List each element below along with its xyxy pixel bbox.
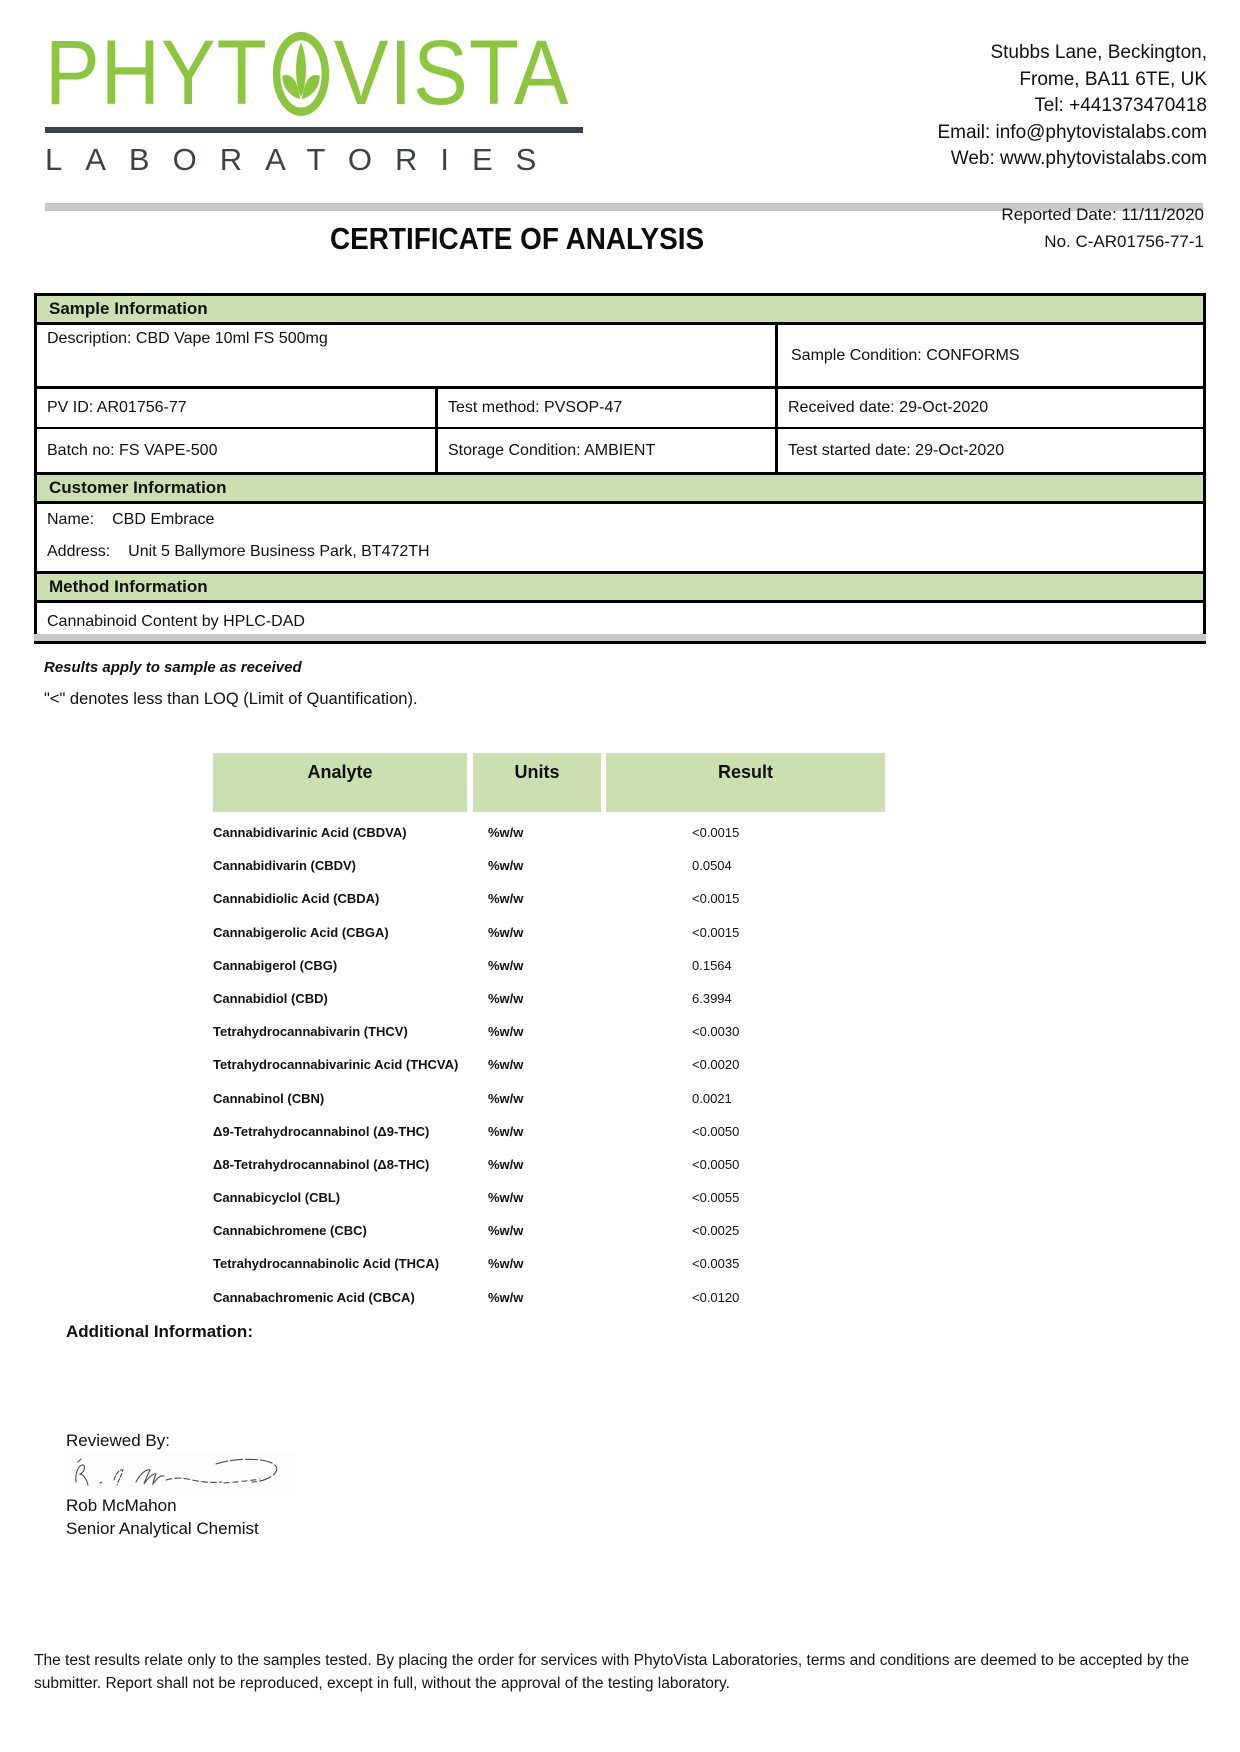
sample-ids-row <box>37 389 1203 429</box>
logo-subtitle: LABORATORIES <box>45 142 560 177</box>
analyte-units: %w/w <box>488 990 524 1006</box>
analyte-name: Cannabidiol (CBD) <box>213 990 328 1006</box>
analyte-units: %w/w <box>488 1190 524 1206</box>
analyte-result: <0.0025 <box>692 1223 740 1239</box>
logo-wordmark <box>45 22 590 125</box>
customer-name-label: Name: <box>47 511 95 528</box>
information-table <box>34 293 1206 644</box>
contact-web: Web: www.phytovistalabs.com <box>950 148 1207 169</box>
column-header-analyte: Analyte <box>213 753 467 812</box>
analyte-units: %w/w <box>488 1057 524 1073</box>
section-divider <box>34 634 1206 641</box>
analyte-result: <0.0120 <box>692 1289 740 1305</box>
analyte-result: <0.0050 <box>692 1123 740 1139</box>
results-table-row <box>213 1253 893 1286</box>
report-number: No. C-AR01756-77-1 <box>1044 232 1204 251</box>
analyte-result: <0.0050 <box>692 1156 740 1172</box>
pv-id: PV ID: AR01756-77 <box>37 389 438 427</box>
analyte-units: %w/w <box>488 924 524 940</box>
storage-condition: Storage Condition: AMBIENT <box>438 429 778 472</box>
test-method: Test method: PVSOP-47 <box>438 389 778 427</box>
lab-contact-block <box>937 40 1207 173</box>
results-table-row <box>213 822 893 855</box>
footer-disclaimer: The test results relate only to the samples tested. By placing the order for services with PhytoVista Laboratories, terms and conditions are deemed to be accepted by the submitter. Report shall not be reproduced, except in full, without the approval of the testing laboratory. <box>34 1652 1190 1692</box>
analyte-result: <0.0015 <box>692 825 740 840</box>
loq-note: "<" denotes less than LOQ (Limit of Quantification). <box>44 690 418 708</box>
analyte-units: %w/w <box>488 1223 524 1239</box>
section-header-method-information: Method Information <box>37 574 1203 603</box>
customer-name-line <box>47 511 1193 529</box>
contact-address-line2: Frome, BA11 6TE, UK <box>1019 68 1207 90</box>
contact-address-line1: Stubbs Lane, Beckington, <box>990 42 1207 63</box>
sample-description: Description: CBD Vape 10ml FS 500mg <box>37 325 778 386</box>
analyte-name: Tetrahydrocannabivarinic Acid (THCVA) <box>213 1057 459 1073</box>
logo-divider <box>45 127 583 133</box>
reviewer-name: Rob McMahon <box>66 1496 177 1515</box>
results-table-row <box>213 1088 893 1121</box>
results-table-row <box>213 1220 893 1253</box>
results-table-row <box>213 888 893 921</box>
sample-condition: Sample Condition: CONFORMS <box>791 346 1020 364</box>
analyte-units: %w/w <box>488 891 524 907</box>
results-table-row <box>213 922 893 955</box>
signature-image <box>66 1452 296 1496</box>
analyte-result: 0.0504 <box>692 858 732 874</box>
analyte-result: <0.0030 <box>692 1024 740 1040</box>
company-logo <box>45 22 590 178</box>
analyte-result: 0.0021 <box>692 1090 732 1106</box>
results-table-row <box>213 988 893 1021</box>
results-table-row <box>213 1187 893 1220</box>
results-table-row <box>213 1287 893 1320</box>
analyte-result: 0.1564 <box>692 957 732 973</box>
analyte-units: %w/w <box>488 825 524 840</box>
analyte-name: Tetrahydrocannabinolic Acid (THCA) <box>213 1256 440 1272</box>
results-table-body <box>213 822 893 1320</box>
batch-no: Batch no: FS VAPE-500 <box>37 429 438 472</box>
analyte-result: <0.0015 <box>692 891 740 907</box>
contact-email: Email: info@phytovistalabs.com <box>937 121 1207 143</box>
method-description: Cannabinoid Content by HPLC-DAD <box>47 613 305 630</box>
reported-date: Reported Date: 11/11/2020 <box>1001 205 1204 224</box>
analyte-name: Cannabigerol (CBG) <box>213 957 338 973</box>
results-table-header <box>213 753 885 812</box>
document-title: CERTIFICATE OF ANALYSIS <box>330 221 705 256</box>
analyte-name: Cannabidivarinic Acid (CBDVA) <box>213 825 407 840</box>
analyte-name: Cannabachromenic Acid (CBCA) <box>213 1289 415 1305</box>
results-table-row <box>213 855 893 888</box>
results-apply-note: Results apply to sample as received <box>44 659 302 676</box>
reviewed-by-label: Reviewed By: <box>66 1431 170 1450</box>
sample-batch-row <box>37 429 1203 475</box>
section-header-sample-information: Sample Information <box>37 296 1203 325</box>
analyte-name: Cannabinol (CBN) <box>213 1090 325 1106</box>
analyte-units: %w/w <box>488 1256 524 1272</box>
customer-address-line <box>47 543 1193 561</box>
analyte-name: Δ9-Tetrahydrocannabinol (Δ9-THC) <box>213 1123 430 1139</box>
contact-phone: Tel: +441373470418 <box>1034 95 1207 116</box>
logo-text-suffix: VISTA <box>333 22 570 125</box>
analyte-units: %w/w <box>488 1090 524 1106</box>
column-header-units: Units <box>473 753 601 812</box>
section-header-customer-information: Customer Information <box>37 475 1203 504</box>
analyte-units: %w/w <box>488 957 524 973</box>
analyte-units: %w/w <box>488 1156 524 1172</box>
customer-address-value: Unit 5 Ballymore Business Park, BT472TH <box>128 543 430 560</box>
results-table-row <box>213 1154 893 1187</box>
test-started-date: Test started date: 29-Oct-2020 <box>788 441 1005 459</box>
analyte-result: 6.3994 <box>692 990 732 1006</box>
results-table-row <box>213 1054 893 1087</box>
analyte-name: Δ8-Tetrahydrocannabinol (Δ8-THC) <box>213 1156 430 1172</box>
customer-info-box <box>37 504 1203 574</box>
analyte-name: Cannabigerolic Acid (CBGA) <box>213 924 389 940</box>
reviewer-title: Senior Analytical Chemist <box>66 1519 259 1538</box>
leaf-icon <box>271 29 331 119</box>
analyte-units: %w/w <box>488 1123 524 1139</box>
sample-description-row <box>37 325 1203 389</box>
customer-address-label: Address: <box>47 543 111 560</box>
received-date: Received date: 29-Oct-2020 <box>788 399 989 416</box>
analyte-result: <0.0015 <box>692 924 740 940</box>
column-header-result: Result <box>606 753 885 812</box>
analyte-units: %w/w <box>488 1024 524 1040</box>
results-table-row <box>213 1121 893 1154</box>
analyte-name: Cannabidivarin (CBDV) <box>213 858 357 874</box>
additional-information-label: Additional Information: <box>66 1322 253 1341</box>
analyte-units: %w/w <box>488 1289 524 1305</box>
analyte-result: <0.0035 <box>692 1256 740 1272</box>
analyte-name: Cannabicyclol (CBL) <box>213 1190 341 1206</box>
analyte-result: <0.0020 <box>692 1057 740 1073</box>
logo-text-prefix: PHYT <box>45 22 268 125</box>
analyte-units: %w/w <box>488 858 524 874</box>
analyte-result: <0.0055 <box>692 1190 740 1206</box>
report-meta <box>1001 201 1204 255</box>
results-table-row <box>213 1021 893 1054</box>
results-table-row <box>213 955 893 988</box>
analyte-name: Cannabidiolic Acid (CBDA) <box>213 891 380 907</box>
analyte-name: Cannabichromene (CBC) <box>213 1223 367 1239</box>
customer-name-value: CBD Embrace <box>112 511 215 528</box>
analyte-name: Tetrahydrocannabivarin (THCV) <box>213 1024 408 1040</box>
